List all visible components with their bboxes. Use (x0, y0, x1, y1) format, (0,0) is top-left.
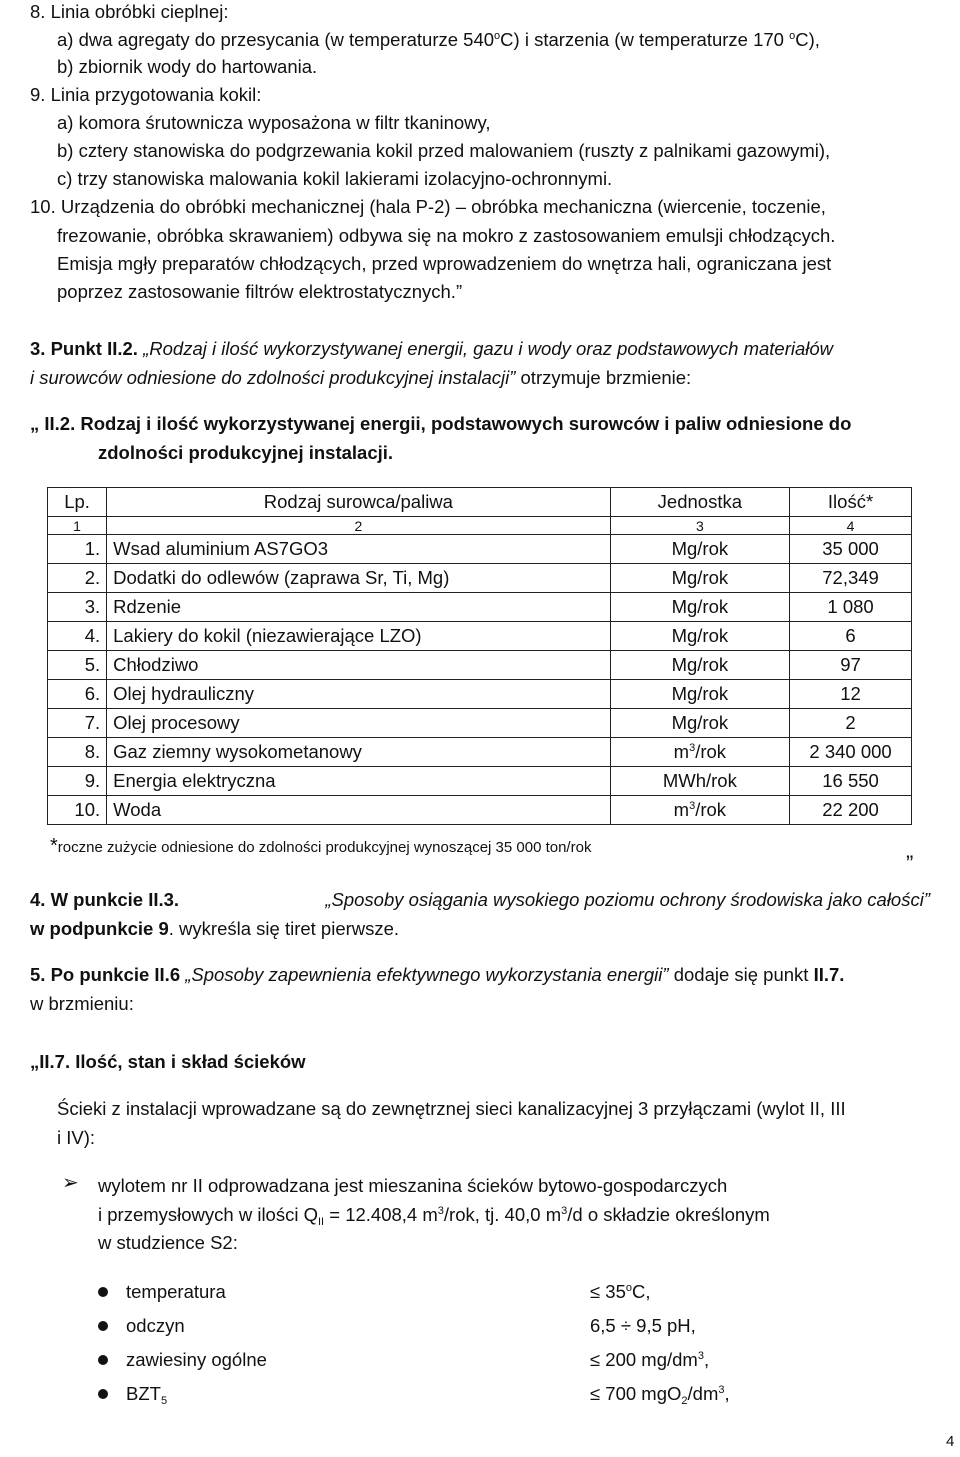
unit-base: m (673, 741, 690, 762)
row-qty: 97 (790, 651, 912, 680)
point-5-mid: dodaje się punkt (668, 964, 814, 985)
item-10-line3: Emisja mgły preparatów chłodzących, przed wprowadzeniem do wnętrza hali, ograniczana jest (57, 253, 832, 274)
value-pre: ≤ 35 (590, 1281, 626, 1302)
item-8b: b) zbiornik wody do hartowania. (57, 56, 318, 77)
row-qty: 2 (790, 709, 912, 738)
row-qty: 16 550 (790, 767, 912, 796)
row-lp: 7. (48, 709, 107, 738)
point-3-tail: otrzymuje brzmienie: (515, 367, 692, 388)
table-row (48, 651, 912, 680)
point-5-italic: „Sposoby zapewnienia efektywnego wykorzystania energii” (185, 964, 669, 985)
row-qty: 22 200 (790, 796, 912, 825)
bullet-icon (98, 1389, 108, 1399)
table-row (48, 796, 912, 825)
table-row (48, 767, 912, 796)
row-unit (610, 535, 790, 564)
item-9c: c) trzy stanowiska malowania kokil lakierami izolacyjno-ochronnymi. (57, 168, 613, 189)
numbering-cell: 2 (107, 517, 610, 535)
point-4-tail: . wykreśla się tiret pierwsze. (168, 918, 400, 939)
table-footnote (50, 834, 591, 860)
item-8-title: 8. Linia obróbki cieplnej: (30, 1, 229, 22)
unit-base: MWh/rok (662, 770, 737, 791)
item-10-line4: poprzez zastosowanie filtrów elektrostatycznych.” (57, 281, 463, 302)
row-lp: 2. (48, 564, 107, 593)
item-9a: a) komora śrutownicza wyposażona w filtr tkaninowy, (57, 112, 491, 133)
section-ii2-heading-2: zdolności produkcyjnej instalacji. (98, 442, 394, 463)
materials-table (47, 487, 912, 825)
table-row (48, 738, 912, 767)
param-zawiesiny-value (590, 1348, 709, 1372)
arrow-bullet-icon: ➢ (62, 1172, 79, 1194)
row-qty: 35 000 (790, 535, 912, 564)
param-temperatura-name: temperatura (126, 1281, 226, 1302)
row-name: Olej procesowy (107, 709, 610, 738)
ii7-para-line2: i IV): (57, 1127, 96, 1148)
table-row (48, 709, 912, 738)
item-10-line1: 10. Urządzenia do obróbki mechanicznej (hala P-2) – obróbka mechaniczna (wiercenie, toczenie, (30, 196, 826, 217)
table-numbering-row (48, 517, 912, 535)
row-unit (610, 593, 790, 622)
ii7-arrow-line1 (98, 1174, 960, 1198)
unit-sup: 3 (689, 800, 696, 812)
point-3-line2 (30, 366, 691, 390)
footnote-text: roczne zużycie odniesione do zdolności produkcyjnej wynoszącej 35 000 ton/rok (57, 839, 592, 856)
arrow-line2-sup: 3 (437, 1205, 444, 1217)
value-sub: 2 (681, 1395, 688, 1407)
item-9-title: 9. Linia przygotowania kokil: (30, 84, 262, 105)
row-unit (610, 651, 790, 680)
numbering-cell: 1 (48, 517, 107, 535)
unit-base: Mg/rok (671, 567, 729, 588)
point-4-label: 4. W punkcie II.3. (30, 889, 180, 910)
point-4-line2 (30, 917, 399, 941)
point-4-line1 (30, 888, 930, 912)
unit-base: Mg/rok (671, 683, 729, 704)
ii7-para-line1: Ścieki z instalacji wprowadzane są do zewnętrznej sieci kanalizacyjnej 3 przyłączami (wylot II, III (57, 1098, 846, 1119)
row-qty: 2 340 000 (790, 738, 912, 767)
unit-base: Mg/rok (671, 596, 729, 617)
point-5-line2: w brzmieniu: (30, 993, 134, 1014)
header-lp: Lp. (48, 488, 107, 517)
row-lp: 8. (48, 738, 107, 767)
ii7-arrow-line3: w studzience S2: (98, 1232, 238, 1253)
ii7-arrow-line2 (98, 1203, 770, 1227)
unit-base: Mg/rok (671, 712, 729, 733)
row-name: Dodatki do odlewów (zaprawa Sr, Ti, Mg) (107, 564, 610, 593)
footnote-star: * (50, 835, 58, 857)
bullet-icon (98, 1355, 108, 1365)
table-row (48, 680, 912, 709)
row-name: Energia elektryczna (107, 767, 610, 796)
value-post: , (703, 1349, 710, 1370)
unit-post: /rok (695, 799, 727, 820)
row-unit (610, 564, 790, 593)
row-lp: 6. (48, 680, 107, 709)
row-name: Olej hydrauliczny (107, 680, 610, 709)
row-name: Chłodziwo (107, 651, 610, 680)
item-8a-pre: a) dwa agregaty do przesycania (w temperaturze 540 (57, 29, 495, 50)
item-10-line2: frezowanie, obróbka skrawaniem) odbywa się na mokro z zastosowaniem emulsji chłodzących. (57, 225, 836, 246)
section-ii2-heading-1: „ II.2. Rodzaj i ilość wykorzystywanej energii, podstawowych surowców i paliw odniesione do (30, 413, 852, 434)
arrow-line2-mid2: /rok, tj. 40,0 m (443, 1204, 562, 1225)
row-qty: 1 080 (790, 593, 912, 622)
row-lp: 5. (48, 651, 107, 680)
value-pre: ≤ 200 mg/dm (590, 1349, 698, 1370)
numbering-cell: 3 (610, 517, 790, 535)
row-unit (610, 796, 790, 825)
bullet-icon (98, 1321, 108, 1331)
header-name: Rodzaj surowca/paliwa (107, 488, 610, 517)
page-number: 4 (946, 1433, 955, 1450)
unit-base: Mg/rok (671, 625, 729, 646)
header-qty: Ilość* (790, 488, 912, 517)
table-header-row (48, 488, 912, 517)
value-sup: 3 (718, 1384, 725, 1396)
point-5-label: 5. Po punkcie II.6 (30, 964, 181, 985)
item-8a-post: C), (795, 29, 820, 50)
row-unit (610, 709, 790, 738)
bullet-icon (98, 1287, 108, 1297)
point-3-label: 3. Punkt II.2. (30, 338, 138, 359)
table-row (48, 564, 912, 593)
table-row (48, 622, 912, 651)
numbering-cell: 4 (790, 517, 912, 535)
value-sup: o (625, 1282, 632, 1294)
arrow-line2-sup2: 3 (561, 1205, 568, 1217)
param-bzt-value (590, 1382, 730, 1406)
degree-sup: o (494, 30, 501, 42)
row-qty: 6 (790, 622, 912, 651)
point-3-italic-2: i surowców odniesione do zdolności produkcyjnej instalacji” (30, 367, 516, 388)
bzt-label: BZT (126, 1383, 161, 1404)
unit-post: /rok (695, 741, 727, 762)
arrow-line2-mid: = 12.408,4 m (324, 1204, 438, 1225)
section-ii7-heading: „II.7. Ilość, stan i skład ścieków (30, 1051, 306, 1072)
point-5-ref: II.7. (813, 964, 845, 985)
param-bzt-name (126, 1382, 167, 1406)
row-name: Gaz ziemny wysokometanowy (107, 738, 610, 767)
row-lp: 1. (48, 535, 107, 564)
item-9b: b) cztery stanowiska do podgrzewania kokil przed malowaniem (ruszty z palnikami gazowymi), (57, 140, 831, 161)
row-name: Rdzenie (107, 593, 610, 622)
point-3-line1 (30, 337, 833, 361)
point-4-sub: w podpunkcie 9 (30, 918, 169, 939)
row-name: Wsad aluminium AS7GO3 (107, 535, 610, 564)
param-temperatura-value (590, 1280, 651, 1304)
ii7-arrow-text-1: wylotem nr II odprowadzana jest mieszanina ścieków bytowo-gospodarczych (98, 1175, 728, 1196)
row-name: Woda (107, 796, 610, 825)
param-zawiesiny-name: zawiesiny ogólne (126, 1349, 267, 1370)
point-4-italic: „Sposoby osiągania wysokiego poziomu ochrony środowiska jako całości” (325, 889, 930, 910)
param-odczyn-name: odczyn (126, 1315, 185, 1336)
arrow-line2-pre: i przemysłowych w ilości Q (98, 1204, 318, 1225)
arrow-line2-post: /d o składzie określonym (567, 1204, 770, 1225)
unit-base: Mg/rok (671, 654, 729, 675)
row-lp: 4. (48, 622, 107, 651)
unit-base: Mg/rok (671, 538, 729, 559)
item-8a-mid: C) i starzenia (w temperaturze 170 (500, 29, 790, 50)
row-unit (610, 738, 790, 767)
row-name: Lakiery do kokil (niezawierające LZO) (107, 622, 610, 651)
unit-base: m (673, 799, 690, 820)
param-odczyn-value: 6,5 ÷ 9,5 pH, (590, 1315, 696, 1336)
value-post: C, (632, 1281, 651, 1302)
row-qty: 72,349 (790, 564, 912, 593)
point-3-italic-1: „Rodzaj i ilość wykorzystywanej energii, gazu i wody oraz podstawowych materiałów (143, 338, 834, 359)
row-qty: 12 (790, 680, 912, 709)
value-pre: ≤ 700 mgO (590, 1383, 682, 1404)
item-8a (57, 28, 820, 52)
value-post: , (724, 1383, 730, 1404)
unit-sup: 3 (689, 742, 696, 754)
degree-sup: o (789, 30, 796, 42)
row-lp: 9. (48, 767, 107, 796)
value-mid: /dm (687, 1383, 719, 1404)
header-unit: Jednostka (610, 488, 790, 517)
row-lp: 3. (48, 593, 107, 622)
arrow-line2-sub: II (318, 1216, 325, 1228)
table-row (48, 593, 912, 622)
point-5-line1 (30, 963, 844, 987)
row-unit (610, 680, 790, 709)
table-row (48, 535, 912, 564)
row-unit (610, 767, 790, 796)
row-lp: 10. (48, 796, 107, 825)
value-sup: 3 (697, 1350, 704, 1362)
closing-quote: ” (906, 851, 914, 876)
bzt-sub: 5 (160, 1395, 168, 1407)
row-unit (610, 622, 790, 651)
